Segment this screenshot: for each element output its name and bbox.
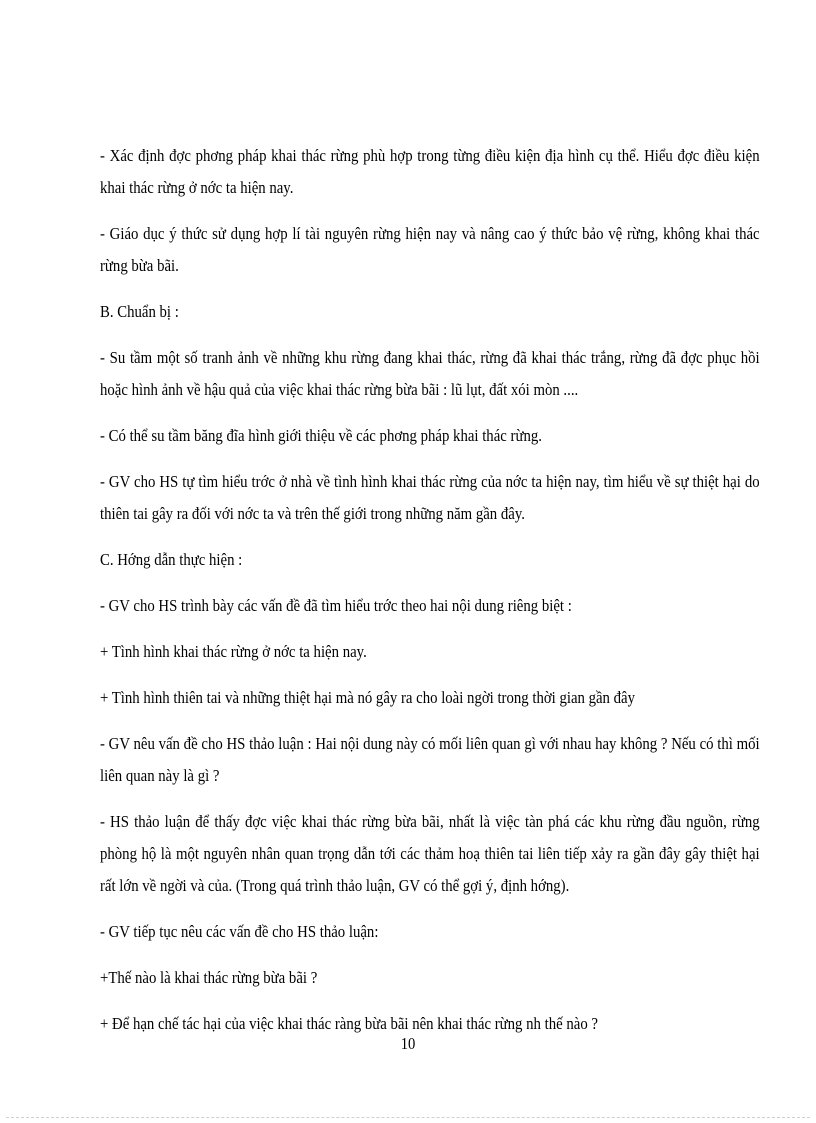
preparation-item: - Có thể su tầm băng đĩa hình giới thiệu về các phơng pháp khai thác rừng. (100, 426, 542, 445)
instruction-item: - HS thảo luận để thấy đợc việc khai thác rừng bừa bãi, nhất là việc tàn phá các khu rừng đầu nguồn, rừng phòng hộ là một nguyên nhân quan trọng dẫn tới các thảm hoạ thiên tai liên tiếp xảy ra gần đây gây thiệt hại rất lớn về ngời và của. (Trong quá trình thảo luận, GV có thể gợi ý, định hớng). (100, 812, 760, 895)
instruction-item: - GV tiếp tục nêu các vấn đề cho HS thảo luận: (100, 922, 379, 941)
preparation-item: - GV cho HS tự tìm hiểu trớc ở nhà về tình hình khai thác rừng của nớc ta hiện nay, tìm hiểu về sự thiệt hại do thiên tai gây ra đối với nớc ta và trên thế giới trong những năm gần đây. (100, 472, 760, 523)
document-body (100, 140, 760, 1054)
preparation-item: - Su tầm một số tranh ảnh về những khu rừng đang khai thác, rừng đã khai thác trắng, rừng đã đợc phục hồi hoặc hình ảnh về hậu quả của việc khai thác rừng bừa bãi : lũ lụt, đất xói mòn .... (100, 348, 760, 399)
section-heading-instructions: C. Hớng dẫn thực hiện : (100, 550, 243, 569)
instruction-item: + Để hạn chế tác hại của việc khai thác ràng bừa bãi nên khai thác rừng nh thế nào ? (100, 1014, 598, 1033)
education-paragraph: - Giáo dục ý thức sử dụng hợp lí tài nguyên rừng hiện nay và nâng cao ý thức bảo vệ rừng, không khai thác rừng bừa bãi. (100, 224, 760, 275)
objective-paragraph: - Xác định đợc phơng pháp khai thác rừng phù hợp trong từng điều kiện địa hình cụ thể. Hiểu đợc điều kiện khai thác rừng ở nớc ta hiện nay. (100, 146, 760, 197)
instruction-item: +Thế nào là khai thác rừng bừa bãi ? (100, 968, 318, 987)
page-number: 10 (400, 1034, 416, 1053)
section-heading-preparation: B. Chuẩn bị : (100, 302, 179, 321)
instruction-item: + Tình hình khai thác rừng ở nớc ta hiện nay. (100, 642, 367, 661)
instruction-item: - GV cho HS trình bày các vấn đề đã tìm hiểu trớc theo hai nội dung riêng biệt : (100, 596, 572, 615)
instruction-item: + Tình hình thiên tai và những thiệt hại mà nó gây ra cho loài ngời trong thời gian gần đây (100, 688, 635, 707)
page-bottom-divider (6, 1117, 810, 1118)
instruction-item: - GV nêu vấn đề cho HS thảo luận : Hai nội dung này có mối liên quan gì với nhau hay không ? Nếu có thì mối liên quan này là gì ? (100, 734, 760, 785)
